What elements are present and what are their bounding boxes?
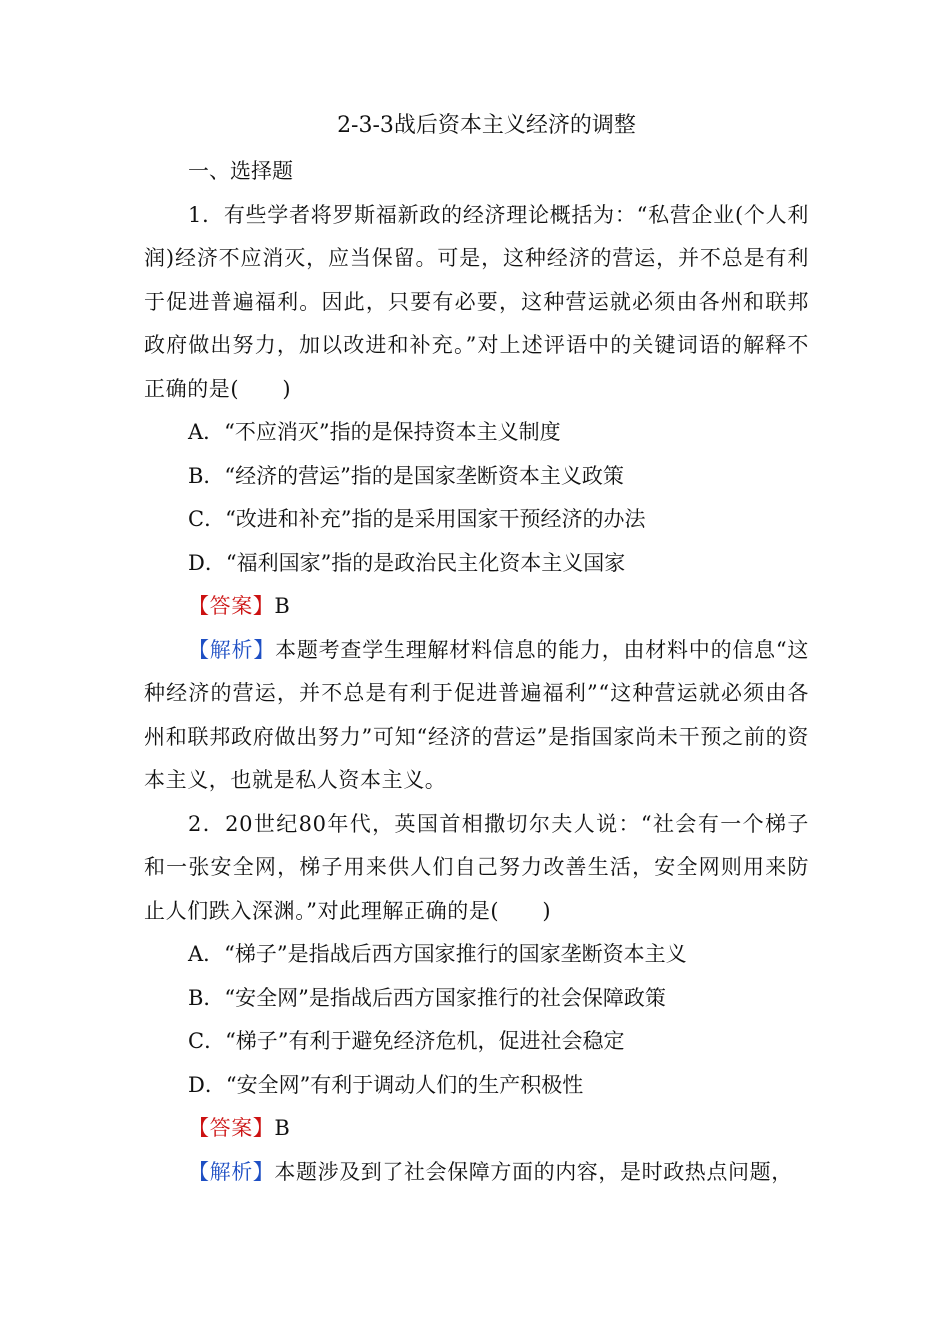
question-1-option-d: D．“福利国家”指的是政治民主化资本主义国家	[188, 550, 626, 575]
document-title: 2-3-3战后资本主义经济的调整	[337, 113, 636, 138]
question-2-option-b: B．“安全网”是指战后西方国家推行的社会保障政策	[188, 985, 666, 1010]
question-2-analysis	[144, 1151, 809, 1195]
answer-value: B	[274, 594, 291, 618]
question-1-option-b: B．“经济的营运”指的是国家垄断资本主义政策	[188, 463, 624, 488]
answer-value: B	[274, 1116, 291, 1140]
question-2-option-d: D．“安全网”有利于调动人们的生产积极性	[188, 1072, 584, 1097]
document-page	[144, 106, 809, 1194]
answer-tag: 【答案】	[188, 1116, 275, 1140]
question-1-option-a: A．“不应消灭”指的是保持资本主义制度	[188, 420, 561, 444]
analysis-tag: 【解析】	[188, 1159, 275, 1184]
question-1-analysis	[144, 629, 809, 803]
section-title: 一、选择题	[188, 159, 293, 183]
answer-tag: 【答案】	[188, 594, 275, 618]
analysis-tag: 【解析】	[188, 637, 276, 662]
question-2-option-c: C．“梯子”有利于避免经济危机，促进社会稳定	[188, 1029, 625, 1053]
question-1-stem: 1．有些学者将罗斯福新政的经济理论概括为：“私营企业(个人利润)经济不应消灭，应当保留。可是，这种经济的营运，并不总是有利于促进普遍福利。因此，只要有必要，这种营运就必须由各州和联邦政府做出努力，加以改进和补充。”对上述评语中的关键词语的解释不正确的是( )	[144, 202, 809, 401]
question-2-option-a: A．“梯子”是指战后西方国家推行的国家垄断资本主义	[188, 942, 687, 966]
analysis-text: 本题涉及到了社会保障方面的内容，是时政热点问题，	[274, 1159, 793, 1184]
question-2-stem: 2．20世纪80年代，英国首相撒切尔夫人说：“社会有一个梯子和一张安全网，梯子用来供人们自己努力改善生活，安全网则用来防止人们跌入深渊。”对此理解正确的是( )	[144, 811, 809, 923]
question-1-option-c: C．“改进和补充”指的是采用国家干预经济的办法	[188, 507, 646, 531]
question-1-answer	[144, 585, 809, 629]
analysis-text: 本题考查学生理解材料信息的能力，由材料中的信息“这种经济的营运，并不总是有利于促进普遍福利”“这种营运就必须由各州和联邦政府做出努力”可知“经济的营运”是指国家尚未干预之前的资本主义，也就是私人资本主义。	[144, 637, 809, 792]
question-2-answer	[144, 1107, 809, 1151]
